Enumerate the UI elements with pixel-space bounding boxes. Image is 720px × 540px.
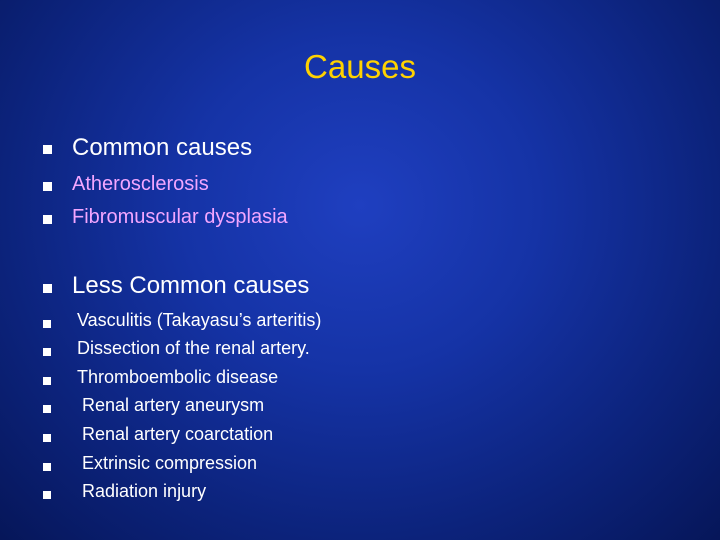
bullet-square-icon bbox=[43, 320, 51, 328]
bullet-square-icon bbox=[43, 491, 51, 499]
list-item: Fibromuscular dysplasia bbox=[72, 206, 288, 228]
bullet-square-icon bbox=[43, 405, 51, 413]
list-item: Vasculitis (Takayasu’s arteritis) bbox=[77, 310, 322, 330]
less-common-causes-heading: Less Common causes bbox=[72, 272, 310, 299]
bullet-square-icon bbox=[43, 377, 51, 385]
common-causes-heading: Common causes bbox=[72, 134, 253, 161]
bullet-square-icon bbox=[43, 284, 52, 293]
bullet-square-icon bbox=[43, 182, 52, 191]
list-item: Thromboembolic disease bbox=[77, 367, 279, 387]
bullet-square-icon bbox=[43, 463, 51, 471]
list-item: Atherosclerosis bbox=[72, 173, 209, 195]
bullet-square-icon bbox=[43, 145, 52, 154]
slide-title: Causes bbox=[304, 48, 416, 85]
list-item: Renal artery coarctation bbox=[82, 424, 274, 444]
list-item: Renal artery aneurysm bbox=[82, 395, 265, 415]
bullet-square-icon bbox=[43, 434, 51, 442]
list-item: Radiation injury bbox=[82, 481, 207, 501]
list-item: Extrinsic compression bbox=[82, 453, 258, 473]
list-item: Dissection of the renal artery. bbox=[77, 338, 310, 358]
bullet-square-icon bbox=[43, 348, 51, 356]
bullet-square-icon bbox=[43, 215, 52, 224]
